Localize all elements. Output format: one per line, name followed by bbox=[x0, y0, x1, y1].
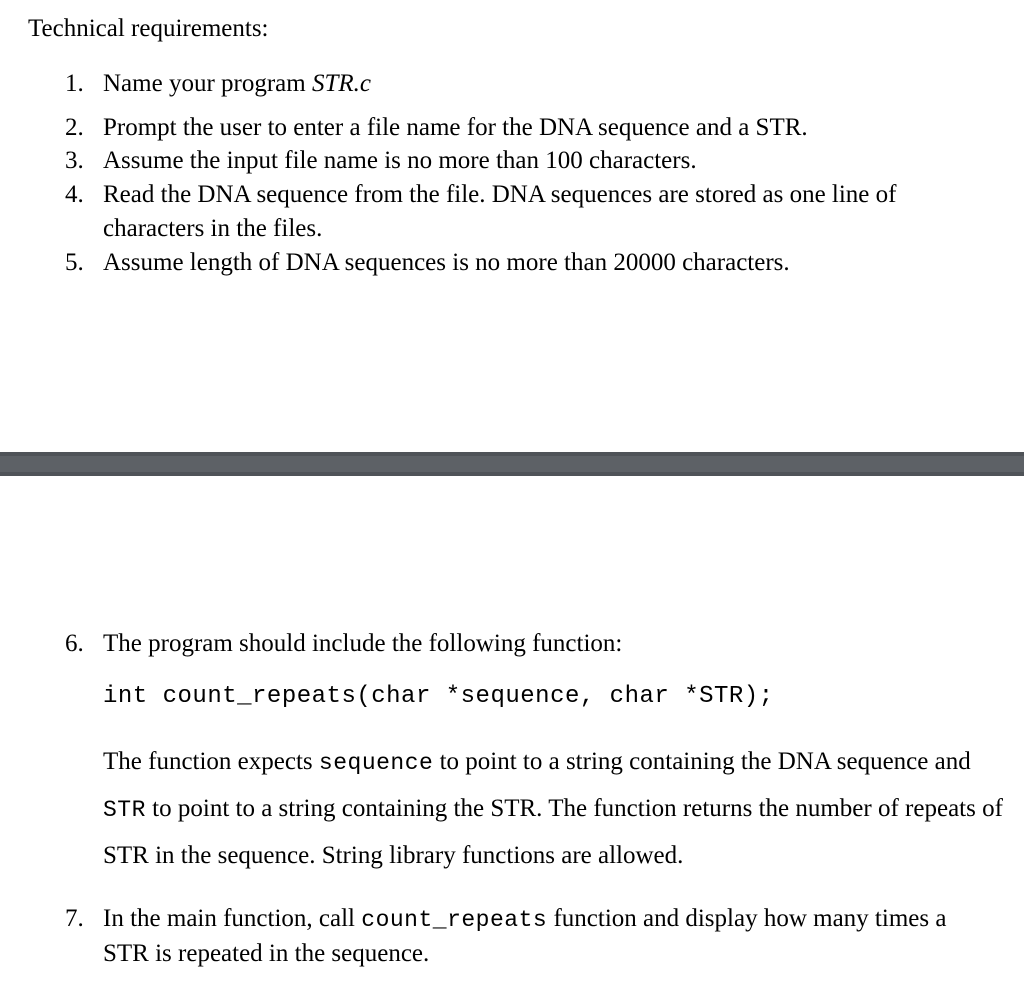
page-divider-band bbox=[0, 456, 1024, 472]
list-item-text: In the main function, call count_repeats function and display how many times a STR is repeated in the sequence. bbox=[103, 905, 947, 967]
list-number: 1. bbox=[65, 70, 84, 97]
function-description: The function expects sequence to point to a string containing the DNA sequence and STR to point to a string containing the STR. The function returns the number of repeats of STR in the sequence. String library functions are allowed. bbox=[103, 748, 1003, 869]
document-page-top bbox=[0, 0, 1024, 452]
list-number: 4. bbox=[65, 181, 84, 208]
list-item-3 bbox=[65, 144, 1005, 178]
list-item-text: The program should include the following function: bbox=[103, 630, 623, 657]
list-item-1 bbox=[65, 67, 1005, 101]
section-heading: Technical requirements: bbox=[28, 15, 269, 42]
list-item-7 bbox=[65, 902, 985, 971]
list-number: 2. bbox=[65, 114, 84, 141]
list-number: 7. bbox=[65, 905, 84, 932]
code-count-repeats: count_repeats bbox=[361, 907, 548, 933]
list-number: 3. bbox=[65, 147, 84, 174]
list-item-5 bbox=[65, 246, 1005, 280]
list-item-6 bbox=[65, 627, 1005, 661]
list-number: 5. bbox=[65, 249, 84, 276]
list-item-text: Name your program STR.c bbox=[103, 70, 371, 97]
list-item-text: Assume the input file name is no more than 100 characters. bbox=[103, 147, 697, 174]
list-item-text: Assume length of DNA sequences is no more than 20000 characters. bbox=[103, 249, 790, 276]
code-str: STR bbox=[103, 797, 146, 823]
list-number: 6. bbox=[65, 630, 84, 657]
program-filename: STR.c bbox=[311, 70, 371, 97]
list-item-4 bbox=[65, 178, 925, 246]
list-item-text: Read the DNA sequence from the file. DNA sequences are stored as one line of characters in the files. bbox=[103, 181, 897, 242]
list-item-2 bbox=[65, 111, 1005, 145]
code-sequence: sequence bbox=[318, 750, 434, 776]
list-item-text: Prompt the user to enter a file name for the DNA sequence and a STR. bbox=[103, 114, 808, 141]
function-signature-code: int count_repeats(char *sequence, char *STR); bbox=[103, 683, 774, 710]
page-divider bbox=[0, 452, 1024, 476]
